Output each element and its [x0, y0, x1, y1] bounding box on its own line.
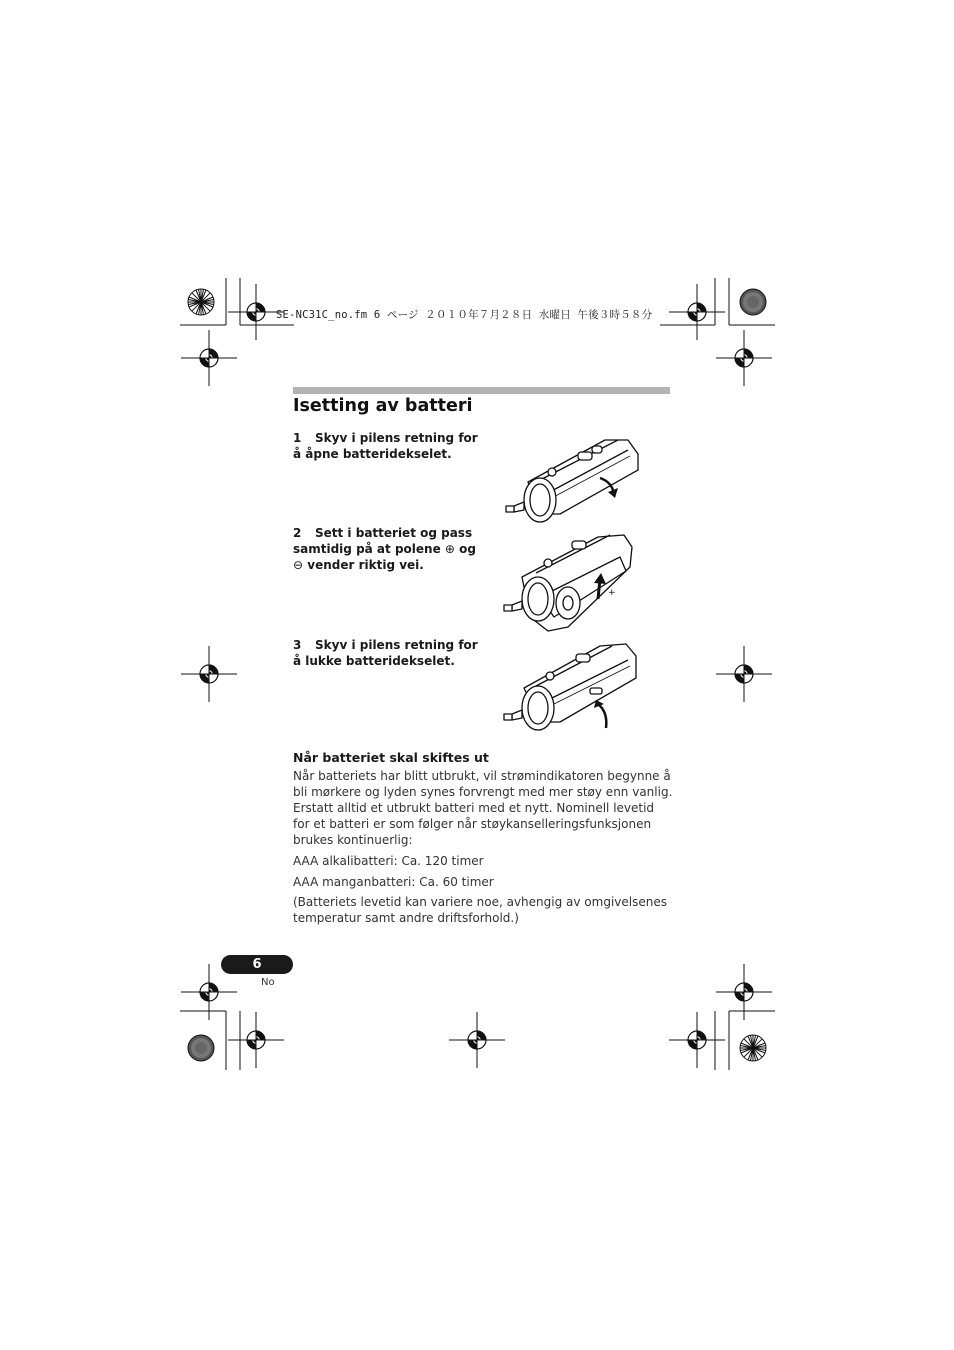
step-text-part2: vender riktig vei.	[307, 558, 424, 572]
step-text: Skyv i pilens retning for å lukke batteridekselet.	[293, 638, 478, 668]
step-number: 3	[293, 638, 302, 652]
print-header-line: SE-NC31C_no.fm 6 ページ ２０１０年７月２８日 水曜日 午後３時５８分	[276, 309, 653, 321]
plus-pole-symbol: ⊕	[444, 542, 455, 556]
manganese-battery-life: AAA manganbatteri: Ca. 60 timer	[293, 875, 494, 889]
alkaline-battery-life: AAA alkalibatteri: Ca. 120 timer	[293, 854, 484, 868]
svg-text:+: +	[608, 588, 616, 598]
page-number: 6	[252, 957, 262, 972]
battery-life-note: (Batteriets levetid kan variere noe, avhengig av omgivelsenes temperatur samt andre driftsforhold.)	[293, 895, 667, 925]
section-bar	[293, 387, 670, 394]
illustration-close-cover	[500, 638, 650, 733]
step-3	[293, 637, 483, 669]
subsection-heading: Når batteriet skal skiftes ut	[293, 750, 489, 765]
step-text-part1: Sett i batteriet og pass samtidig på at polene	[293, 526, 473, 556]
page-number-badge	[221, 955, 293, 974]
step-number: 2	[293, 526, 302, 540]
step-number: 1	[293, 431, 302, 445]
page-title: Isetting av batteri	[293, 396, 473, 416]
page-language: No	[261, 977, 275, 988]
illustration-insert-battery	[500, 527, 650, 637]
illustration-open-cover	[500, 432, 650, 527]
step-2	[293, 525, 483, 573]
step-1	[293, 430, 483, 462]
minus-pole-symbol: ⊖	[293, 558, 304, 572]
step-text: Skyv i pilens retning for å åpne batteridekselet.	[293, 431, 478, 461]
replace-paragraph: Når batteriets har blitt utbrukt, vil strømindikatoren begynne å bli mørkere og lyden synes forvrengt med mer støy enn vanlig. Erstatt alltid et utbrukt batteri med et nytt. Nominell levetid for et batteri er som følger når støykanselleringsfunksjonen brukes kontinuerlig:	[293, 769, 673, 847]
step-text-mid: og	[459, 542, 476, 556]
